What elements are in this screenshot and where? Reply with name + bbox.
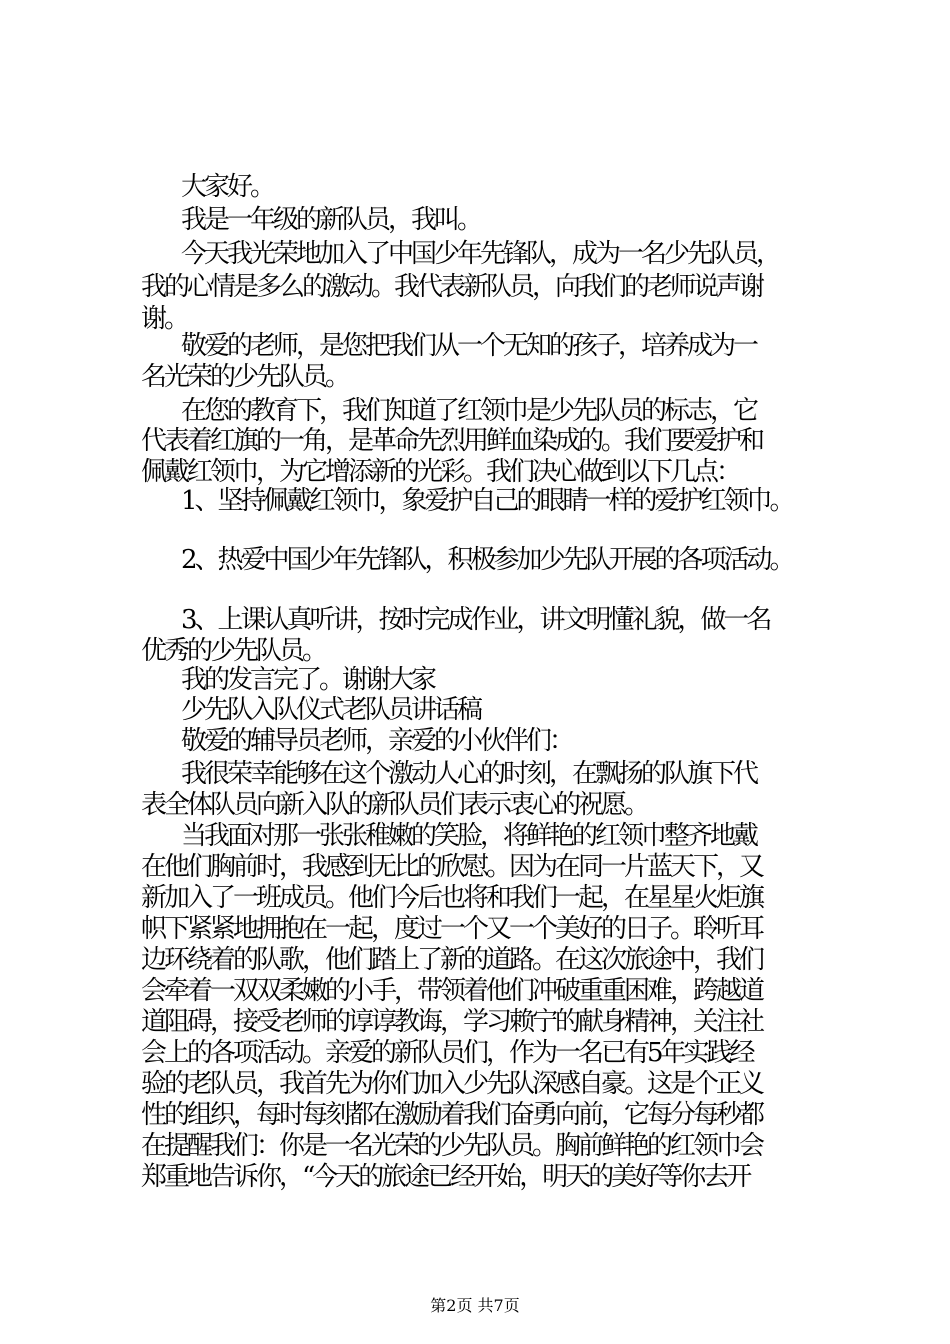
paragraph-line: 验的老队员，我首先为你们加入少先队深感自豪。这是个正义 — [141, 1069, 763, 1099]
paragraph-line: 2、热爱中国少年先锋队，积极参加少先队开展的各项活动。 — [181, 545, 793, 575]
paragraph-line: 郑重地告诉你，“今天的旅途已经开始，明天的美好等你去开 — [141, 1162, 750, 1192]
paragraph-line: 边环绕着的队歌，他们踏上了新的道路。在这次旅途中，我们 — [141, 945, 763, 975]
paragraph-line: 表全体队员向新入队的新队员们表示衷心的祝愿。 — [141, 790, 648, 820]
paragraph-line: 名光荣的少先队员。 — [141, 362, 349, 392]
paragraph-line: 当我面对那一张张稚嫩的笑脸，将鲜艳的红领巾整齐地戴 — [181, 821, 757, 851]
paragraph-line: 帜下紧紧地拥抱在一起，度过一个又一个美好的日子。聆听耳 — [141, 914, 763, 944]
paragraph-line: 性的组织，每时每刻都在激励着我们奋勇向前，它每分每秒都 — [141, 1100, 763, 1130]
section-title: 少先队入队仪式老队员讲话稿 — [181, 695, 481, 725]
paragraph-line: 我是一年级的新队员，我叫。 — [181, 205, 481, 235]
paragraph-line: 我很荣幸能够在这个激动人心的时刻，在飘扬的队旗下代 — [181, 759, 757, 789]
paragraph-line: 1、坚持佩戴红领巾，象爱护自己的眼睛一样的爱护红领巾。 — [181, 486, 793, 516]
paragraph-line: 新加入了一班成员。他们今后也将和我们一起，在星星火炬旗 — [141, 883, 763, 913]
paragraph-line: 在您的教育下，我们知道了红领巾是少先队员的标志，它 — [181, 396, 757, 426]
paragraph-line: 优秀的少先队员。 — [141, 636, 326, 666]
paragraph-line: 会上的各项活动。亲爱的新队员们，作为一名已有5年实践经 — [141, 1038, 753, 1068]
paragraph-line: 在提醒我们：你是一名光荣的少先队员。胸前鲜艳的红领巾会 — [141, 1131, 763, 1161]
paragraph-line: 大家好。 — [181, 172, 274, 202]
paragraph-line: 谢。 — [141, 304, 188, 334]
paragraph-line: 会牵着一双双柔嫩的小手，带领着他们冲破重重困难，跨越道 — [141, 976, 763, 1006]
page-number-footer: 第2页 共7页 — [430, 1296, 520, 1315]
paragraph-line: 代表着红旗的一角，是革命先烈用鲜血染成的。我们要爱护和 — [141, 426, 763, 456]
paragraph-line: 敬爱的辅导员老师，亲爱的小伙伴们： — [181, 726, 573, 756]
paragraph-line: 道阻碍，接受老师的谆谆教诲，学习赖宁的献身精神，关注社 — [141, 1007, 763, 1037]
paragraph-line: 今天我光荣地加入了中国少年先锋队，成为一名少先队员， — [181, 239, 780, 269]
paragraph-line: 佩戴红领巾，为它增添新的光彩。我们决心做到以下几点： — [141, 457, 740, 487]
paragraph-line: 3、上课认真听讲，按时完成作业，讲文明懂礼貌，做一名 — [181, 605, 770, 635]
paragraph-line: 敬爱的老师，是您把我们从一个无知的孩子，培养成为一 — [181, 331, 757, 361]
paragraph-line: 在他们胸前时，我感到无比的欣慰。因为在同一片蓝天下，又 — [141, 852, 763, 882]
paragraph-line: 我的发言完了。谢谢大家 — [181, 665, 435, 695]
paragraph-line: 我的心情是多么的激动。我代表新队员，向我们的老师说声谢 — [141, 272, 763, 302]
